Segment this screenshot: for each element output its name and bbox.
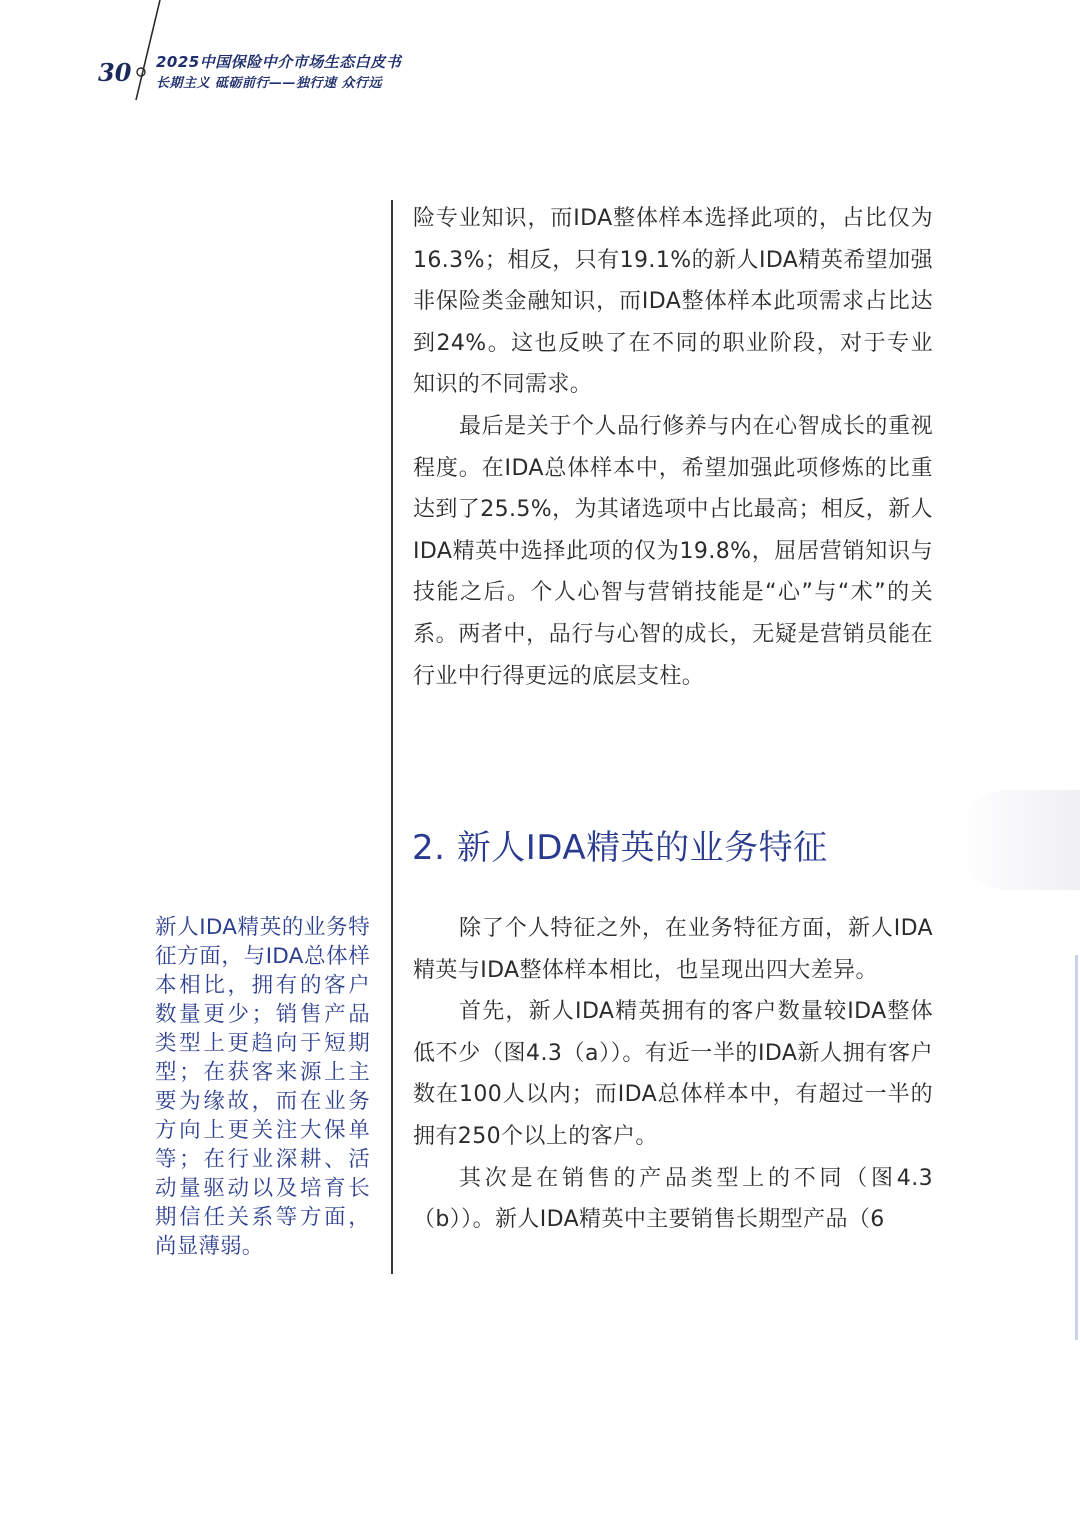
page-number: 30 [98,58,132,87]
body-paragraph: 最后是关于个人品行修养与内在心智成长的重视程度。在IDA总体样本中，希望加强此项修炼的比重达到了25.5%，为其诸选项中占比最高；相反，新人IDA精英中选择此项的仅为19.8%，屈居营销知识与技能之后。个人心智与营销技能是“心”与“术”的关系。两者中，品行与心智的成长，无疑是营销员能在行业中行得更远的底层支柱。 [413,413,933,689]
body-paragraph: 险专业知识，而IDA整体样本选择此项的，占比仅为16.3%；相反，只有19.1%的新人IDA精英希望加强非保险类金融知识，而IDA整体样本此项需求占比达到24%。这也反映了在不同的职业阶段，对于专业知识的不同需求。 [413,206,933,398]
body-paragraph: 首先，新人IDA精英拥有的客户数量较IDA整体低不少（图4.3（a））。有近一半的IDA新人拥有客户数在100人以内；而IDA总体样本中，有超过一半的拥有250个以上的客户。 [413,999,933,1149]
column-divider [391,200,393,1274]
running-header-subtitle: 长期主义 砥砺前行——独行速 众行远 [156,76,383,91]
running-header-title: 2025中国保险中介市场生态白皮书 [156,53,402,71]
header-slash-dot [137,68,145,76]
page-edge-line [1075,955,1078,1340]
body-paragraph: 除了个人特征之外，在业务特征方面，新人IDA精英与IDA整体样本相比，也呈现出四大差异。 [413,916,933,983]
page-edge-tab [958,790,1080,890]
body-text-top [413,198,933,697]
body-text-bottom [413,908,933,1241]
section-heading: 2. 新人IDA精英的业务特征 [412,828,828,868]
body-paragraph: 其次是在销售的产品类型上的不同（图4.3（b））。新人IDA精英中主要销售长期型产品（6 [413,1165,933,1233]
sidebar-summary-note: 新人IDA精英的业务特征方面，与IDA总体样本相比，拥有的客户数量更少；销售产品类型上更趋向于短期型；在获客来源上主要为缘故，而在业务方向上更关注大保单等；在行业深耕、活动量驱动以及培育长期信任关系等方面，尚显薄弱。 [155,915,370,1259]
